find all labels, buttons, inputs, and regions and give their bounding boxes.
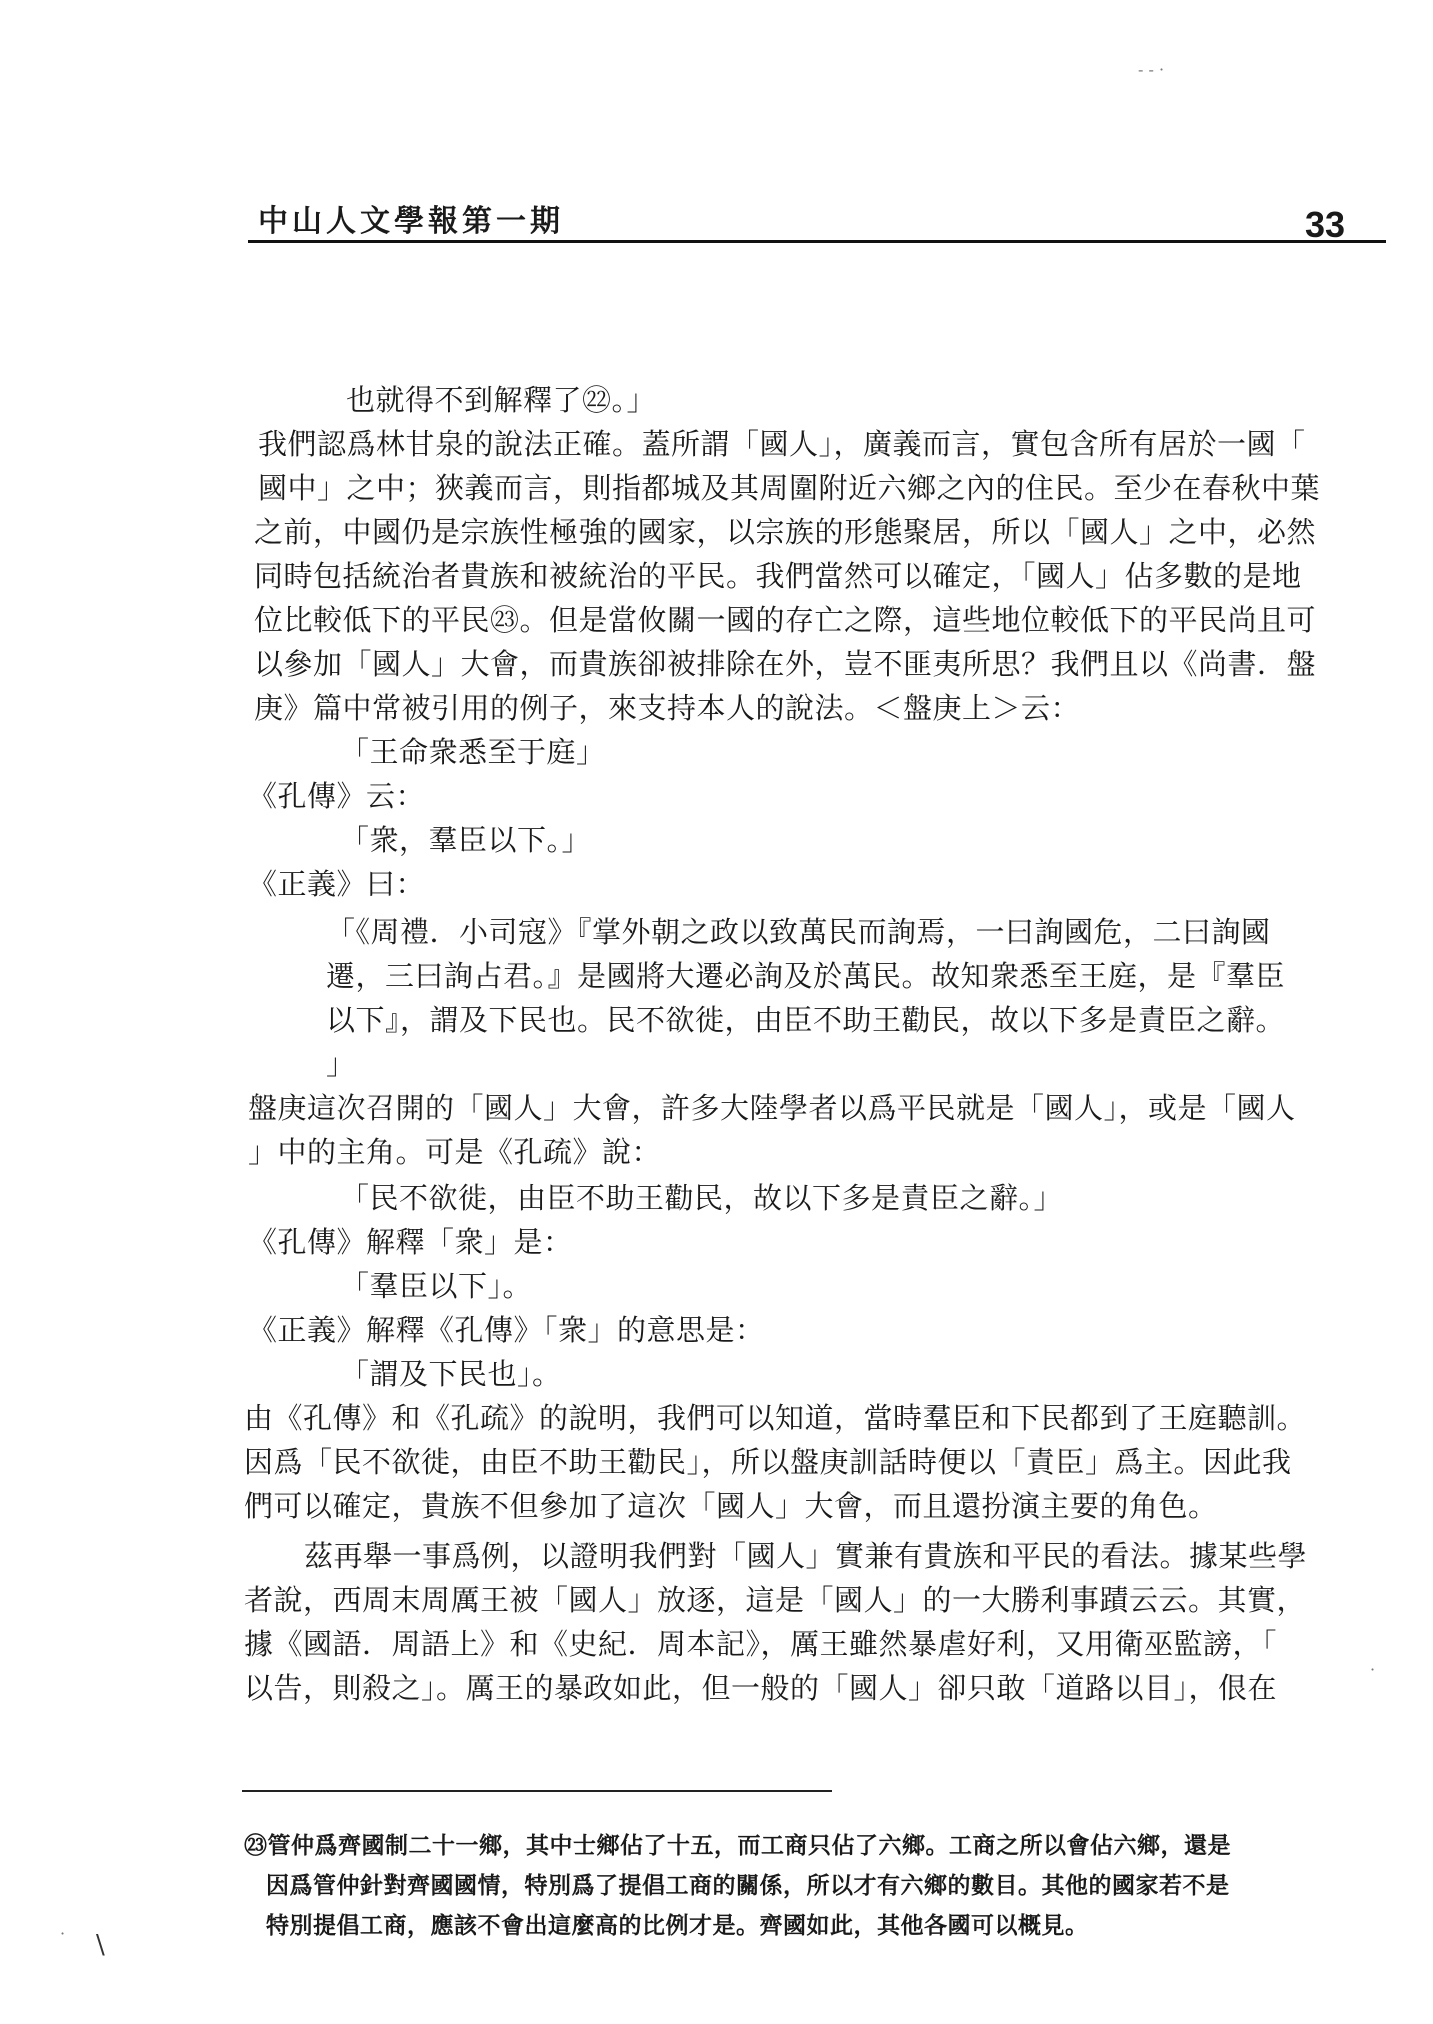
header-divider — [248, 240, 1386, 243]
text-line: 《正義》解釋《孔傳》「衆」的意思是： — [248, 1313, 765, 1347]
scan-speck: \ — [96, 1930, 105, 1960]
text-line: 」中的主角。可是《孔疏》說： — [248, 1135, 662, 1169]
text-line: 以參加「國人」大會，而貴族卻被排除在外，豈不匪夷所思？我們且以《尚書．盤 — [254, 647, 1317, 681]
quote-line: 「衆，羣臣以下。」 — [340, 823, 592, 857]
text-line: 茲再舉一事爲例，以證明我們對「國人」實兼有貴族和平民的看法。據某些學 — [304, 1539, 1308, 1573]
journal-title: 中山人文學報第一期 — [258, 204, 564, 239]
text-line: 者說，西周末周厲王被「國人」放逐，這是「國人」的一大勝利事蹟云云。其實， — [244, 1583, 1307, 1617]
text-line: 之前，中國仍是宗族性極強的國家，以宗族的形態聚居，所以「國人」之中，必然 — [254, 515, 1317, 549]
text-line: 國中」之中；狹義而言，則指都城及其周圍附近六鄉之內的住民。至少在春秋中葉 — [258, 471, 1321, 505]
scan-speck: · — [1370, 1660, 1376, 1679]
quote-line: 遷，三曰詢占君。』是國將大遷必詢及於萬民。故知衆悉至王庭，是『羣臣 — [326, 959, 1286, 993]
quote-line: 」 — [326, 1047, 356, 1081]
footnote-divider — [242, 1790, 832, 1792]
quote-line: 「《周禮．小司寇》『掌外朝之政以致萬民而詢焉，一曰詢國危，二曰詢國 — [326, 915, 1271, 949]
text-line: 《正義》曰： — [248, 867, 426, 901]
quote-line: 「羣臣以下」。 — [340, 1269, 533, 1303]
text-line: 《孔傳》解釋「衆」是： — [248, 1225, 573, 1259]
page-number: 33 — [1305, 204, 1346, 245]
text-line: 們可以確定，貴族不但參加了這次「國人」大會，而且還扮演主要的角色。 — [244, 1489, 1218, 1523]
quote-line: 以下』，謂及下民也。民不欲徙，由臣不助王勸民，故以下多是責臣之辭。 — [326, 1003, 1286, 1037]
footnote-line: 特別提倡工商，應該不會出這麼高的比例才是。齊國如此，其他各國可以概見。 — [266, 1912, 1089, 1939]
scan-speck: ‐ ‐ · — [1138, 60, 1165, 79]
text-line: 《孔傳》云： — [248, 779, 426, 813]
footnote-line: 因爲管仲針對齊國國情，特別爲了提倡工商的關係，所以才有六鄉的數目。其他的國家若不是 — [266, 1872, 1230, 1899]
scan-speck: · — [60, 1924, 66, 1943]
text-line: 庚》篇中常被引用的例子，來支持本人的說法。＜盤庚上＞云： — [254, 691, 1081, 725]
text-line: 我們認爲林甘泉的說法正確。蓋所謂「國人」，廣義而言，實包含所有居於一國「 — [258, 427, 1306, 461]
text-line: 盤庚這次召開的「國人」大會，許多大陸學者以爲平民就是「國人」，或是「國人 — [248, 1091, 1296, 1125]
footnote-line: ㉓管仲爲齊國制二十一鄉，其中士鄉佔了十五，而工商只佔了六鄉。工商之所以會佔六鄉，還是 — [244, 1832, 1231, 1859]
quote-line: 「謂及下民也」。 — [340, 1357, 562, 1391]
text-line: 以告，則殺之」。厲王的暴政如此，但一般的「國人」卻只敢「道路以目」，佷在 — [244, 1671, 1278, 1705]
text-line: 據《國語．周語上》和《史紀．周本記》，厲王雖然暴虐好利，又用衛巫監謗，「 — [244, 1627, 1278, 1661]
text-line: 同時包括統治者貴族和被統治的平民。我們當然可以確定，「國人」佔多數的是地 — [254, 559, 1302, 593]
text-line: 也就得不到解釋了㉒。」 — [346, 383, 657, 417]
quote-line: 「王命衆悉至于庭」 — [340, 735, 606, 769]
text-line: 位比較低下的平民㉓。但是當攸關一國的存亡之際，這些地位較低下的平民尚且可 — [254, 603, 1317, 637]
quote-line: 「民不欲徙，由臣不助王勸民，故以下多是責臣之辭。」 — [340, 1181, 1064, 1215]
text-line: 因爲「民不欲徙，由臣不助王勸民」，所以盤庚訓話時便以「責臣」爲主。因此我 — [244, 1445, 1292, 1479]
text-line: 由《孔傳》和《孔疏》的說明，我們可以知道，當時羣臣和下民都到了王庭聽訓。 — [244, 1401, 1307, 1435]
